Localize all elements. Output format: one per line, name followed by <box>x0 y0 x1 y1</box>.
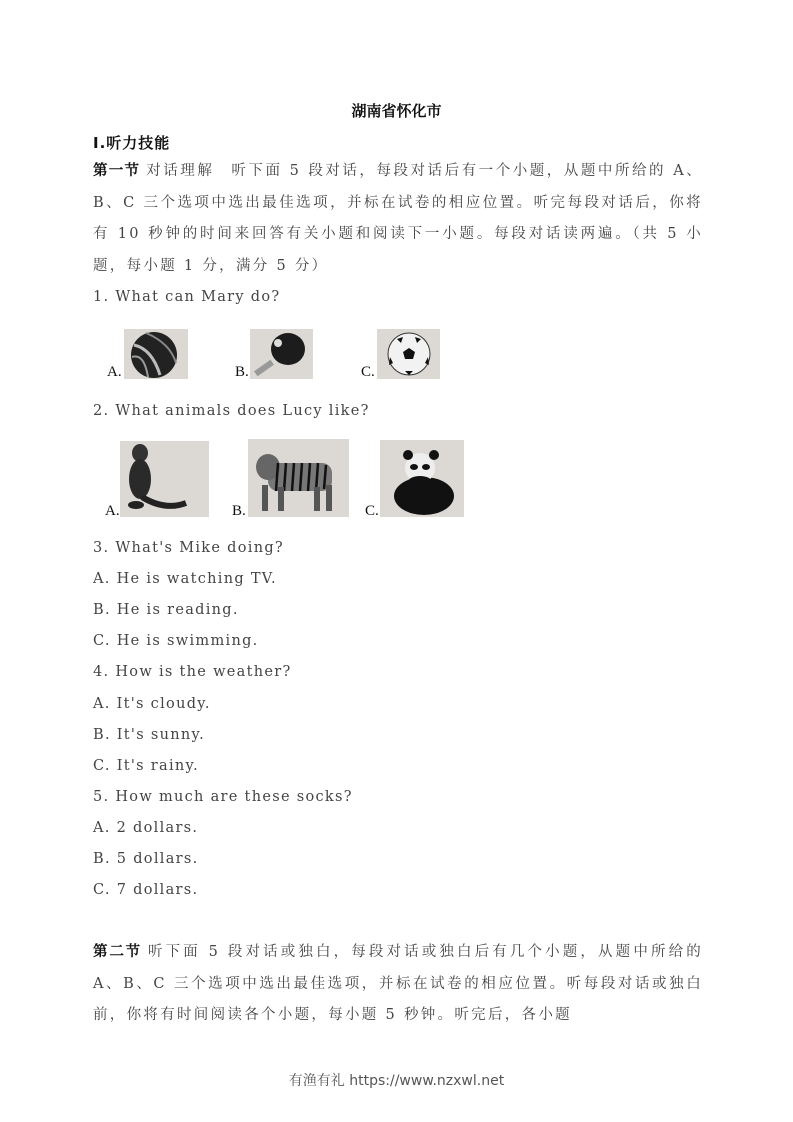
part1-heading: 第一节 <box>93 163 141 179</box>
basketball-image <box>124 329 188 379</box>
section-heading-listening: I.听力技能 <box>93 134 171 152</box>
q2-option-c-label: C. <box>365 503 379 519</box>
part2-instructions <box>93 937 703 1032</box>
part1-instructions <box>93 156 703 282</box>
part2-text: 听下面 5 段对话或独白，每段对话或独白后有几个小题，从题中所给的 A、B、C 三个选项中选出最佳选项，并标在试卷的相应位置。听每段对话或独白前，你将有时间阅读各个小题，每小题 5 秒钟。听完后，各小题 <box>93 944 703 1023</box>
q5-option-a: A. 2 dollars. <box>93 820 199 836</box>
panda-image <box>380 440 464 517</box>
monkey-image <box>120 441 209 517</box>
soccer-ball-image <box>377 329 440 379</box>
q1-option-c-label: C. <box>361 364 375 380</box>
q5-option-b: B. 5 dollars. <box>93 851 199 867</box>
question-3-stem: 3. What's Mike doing? <box>93 540 284 556</box>
q3-option-a: A. He is watching TV. <box>93 571 277 587</box>
document-title: 湖南省怀化市 <box>351 102 442 120</box>
q2-option-b-label: B. <box>232 503 246 519</box>
question-5-stem: 5. How much are these socks? <box>93 789 353 805</box>
q2-option-a-label: A. <box>105 503 120 519</box>
q4-option-a: A. It's cloudy. <box>93 696 211 712</box>
part1-text: 对话理解 听下面 5 段对话，每段对话后有一个小题，从题中所给的 A、B、C 三个选项中选出最佳选项，并标在试卷的相应位置。听完每段对话后，你将有 10 秒钟的时间来回答有关小题和阅读下一小题。每段对话读两遍。（共 5 小题，每小题 1 分，满分 5 分） <box>93 163 704 274</box>
part2-heading: 第二节 <box>93 944 142 960</box>
q3-option-b: B. He is reading. <box>93 602 239 618</box>
ping-pong-paddle-image <box>250 329 313 379</box>
q3-option-c: C. He is swimming. <box>93 633 259 649</box>
question-2-stem: 2. What animals does Lucy like? <box>93 403 370 419</box>
tiger-image <box>248 439 349 517</box>
q1-option-b-label: B. <box>235 364 249 380</box>
q4-option-b: B. It's sunny. <box>93 727 205 743</box>
question-4-stem: 4. How is the weather? <box>93 664 292 680</box>
q5-option-c: C. 7 dollars. <box>93 882 199 898</box>
question-1-stem: 1. What can Mary do? <box>93 289 281 305</box>
q1-option-a-label: A. <box>107 364 122 380</box>
q4-option-c: C. It's rainy. <box>93 758 200 774</box>
footer-watermark: 有渔有礼 https://www.nzxwl.net <box>288 1073 505 1089</box>
